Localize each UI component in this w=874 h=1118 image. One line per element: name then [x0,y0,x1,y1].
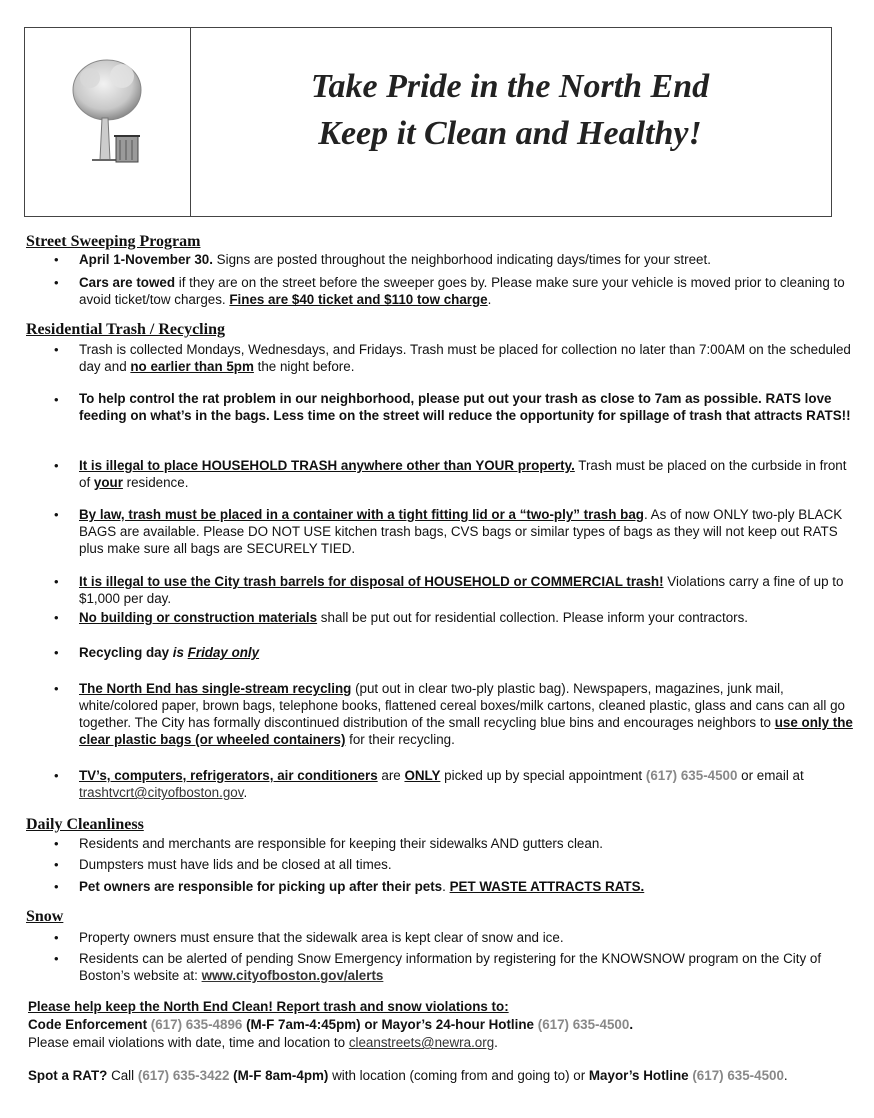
bullet-icon: • [54,392,59,407]
bullet-icon: • [54,857,59,872]
trash-bullet-1: Trash is collected Mondays, Wednesdays, and Fridays. Trash must be placed for collection no later than 7:00AM on the scheduled day and no earlier than 5pm the night before. [79,342,851,374]
trash-bullet-4: By law, trash must be placed in a container with a tight fitting lid or a “two-ply” trash bag. As of now ONLY two-ply BLACK BAGS are available. Please DO NOT USE kitchen trash bags, CVS bags or similar types of bags as they will not keep out RATS plus make sure all bags are SECURELY TIED. [79,507,843,556]
trash-bullet-3: It is illegal to place HOUSEHOLD TRASH anywhere other than YOUR property. Trash must be placed on the curbside in front of your residence. [79,458,847,490]
bullet-icon: • [54,879,59,894]
bullet-icon: • [54,342,59,357]
section-heading-daily-cleanliness: Daily Cleanliness [26,816,144,833]
trash-bullet-9: TV’s, computers, refrigerators, air conditioners are ONLY picked up by special appointment (617) 635-4500 or email at trashtvcrt@cityofboston.gov. [79,768,804,800]
bullet-icon: • [54,951,59,966]
street-bullet-2: Cars are towed if they are on the street before the sweeper goes by. Please make sure your vehicle is moved prior to cleaning to avoid ticket/tow charges. Fines are $40 ticket and $110 tow charge. [79,275,845,307]
bullet-icon: • [54,645,59,660]
trash-bullet-6: No building or construction materials shall be put out for residential collection. Please inform your contractors. [79,610,749,625]
footer-report-heading: Please help keep the North End Clean! Report trash and snow violations to: [28,999,509,1014]
section-heading-trash-recycling: Residential Trash / Recycling [26,321,225,338]
bullet-icon: • [54,930,59,945]
alerts-website-link[interactable]: www.cityofboston.gov/alerts [201,968,384,983]
trash-bullet-7: Recycling day is Friday only [79,645,260,660]
daily-bullet-3: Pet owners are responsible for picking up after their pets. PET WASTE ATTRACTS RATS. [79,879,645,894]
bullet-icon: • [54,275,59,290]
footer-spot-a-rat: Spot a RAT? Call (617) 635-3422 (M-F 8am-4pm) with location (coming from and going to) or Mayor’s Hotline (617) 635-4500. [28,1068,788,1083]
trash-bullet-5: It is illegal to use the City trash barrels for disposal of HOUSEHOLD or COMMERCIAL trash! Violations carry a fine of up to $1,000 per day. [79,574,844,606]
section-heading-snow: Snow [26,908,64,925]
bullet-icon: • [54,681,59,696]
page-title: Take Pride in the North End [310,68,710,105]
bullet-icon: • [54,836,59,851]
daily-bullet-1: Residents and merchants are responsible for keeping their sidewalks AND gutters clean. [79,836,603,851]
bullet-icon: • [54,507,59,522]
tree-and-trash-can-icon [62,48,162,178]
section-heading-street-sweeping: Street Sweeping Program [26,233,201,250]
footer-email-line: Please email violations with date, time and location to cleanstreets@newra.org. [28,1035,498,1050]
snow-bullet-2: Residents can be alerted of pending Snow Emergency information by registering for the KNOWSNOW program on the City of Boston’s website at: www.cityofboston.gov/alerts [79,951,822,983]
bullet-icon: • [54,574,59,589]
bullet-icon: • [54,610,59,625]
bullet-icon: • [54,458,59,473]
footer-code-enforcement: Code Enforcement (617) 635-4896 (M-F 7am-4:45pm) or Mayor’s 24-hour Hotline (617) 635-4500. [28,1017,634,1032]
street-bullet-1: April 1-November 30. Signs are posted throughout the neighborhood indicating days/times for your street. [79,252,711,267]
email-link-cleanstreets[interactable]: cleanstreets@newra.org [348,1035,495,1050]
page-subtitle: Keep it Clean and Healthy! [318,115,702,152]
trash-bullet-2: To help control the rat problem in our neighborhood, please put out your trash as close to 7am as possible. RATS love feeding on what’s in the bags. Less time on the street will reduce the opportunity for spillage of trash that attracts RATS!! [79,391,851,423]
bullet-icon: • [54,768,59,783]
trash-bullet-8: The North End has single-stream recycling (put out in clear two-ply plastic bag). Newspapers, magazines, junk mail, white/colored paper, brown bags, telephone books, flattened cereal boxes/milk cartons, cleaned plastic, glass and cans can all go together. The City has formally discontinued distribution of the small recycling blue bins and encourages neighbors to use only the clear plastic bags (or wheeled containers) for their recycling. [79,681,853,747]
bullet-icon: • [54,252,59,267]
daily-bullet-2: Dumpsters must have lids and be closed at all times. [79,857,392,872]
snow-bullet-1: Property owners must ensure that the sidewalk area is kept clear of snow and ice. [79,930,564,945]
email-link-trashtvcrt[interactable]: trashtvcrt@cityofboston.gov [79,785,244,800]
